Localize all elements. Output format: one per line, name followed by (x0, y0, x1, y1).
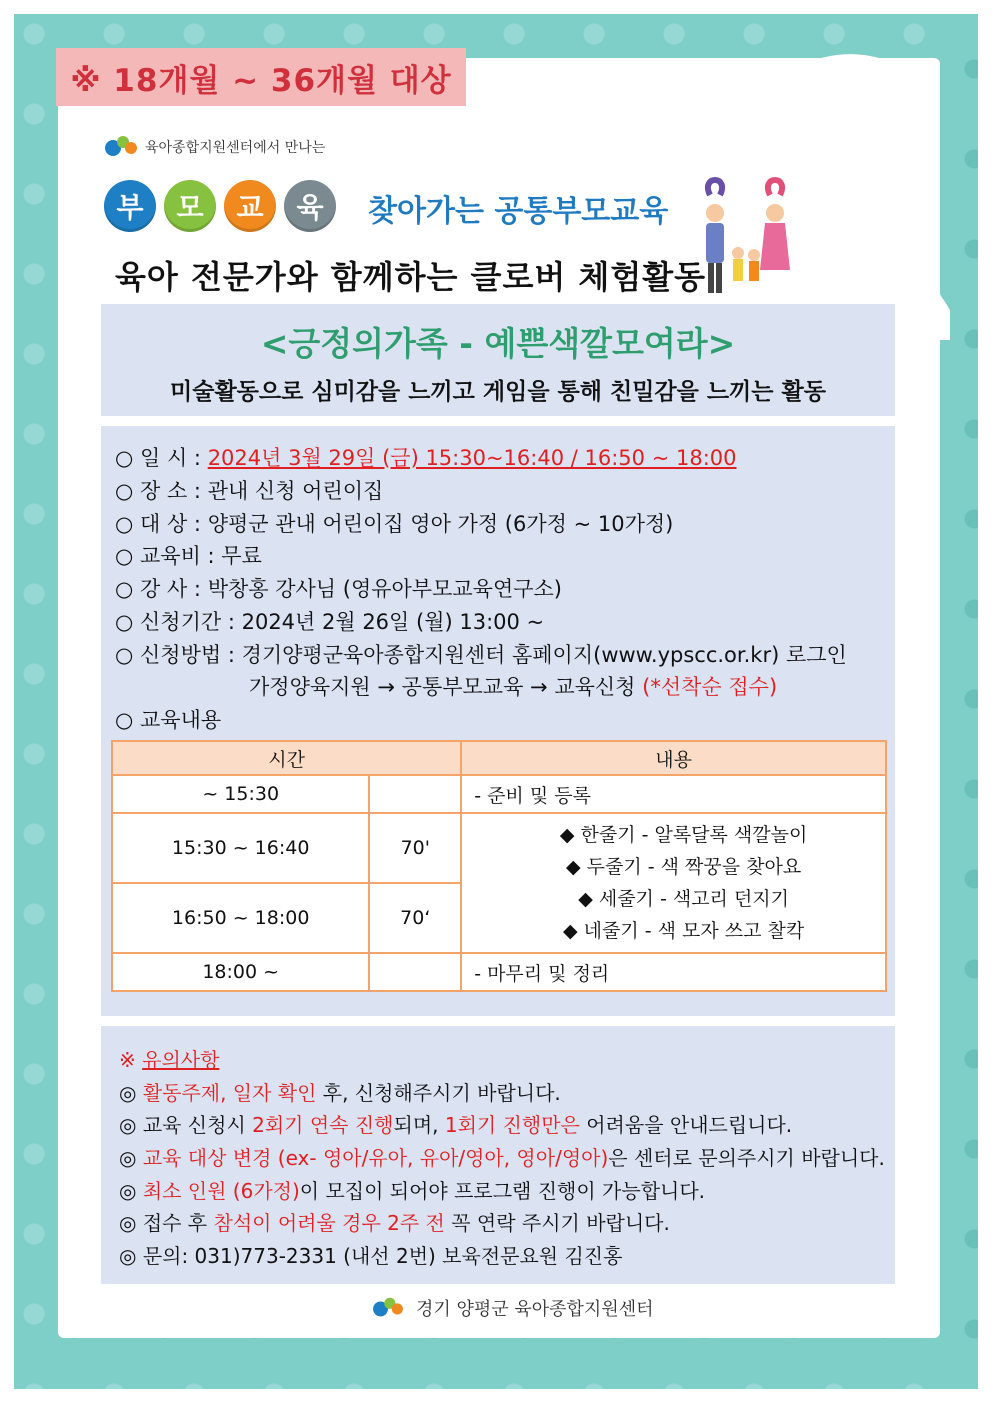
info-value: 경기양평군육아종합지원센터 홈페이지(www.ypscc.or.kr) 로그인 (241, 643, 847, 667)
footer-org-name: 경기 양평군 육아종합지원센터 (416, 1299, 654, 1320)
time-cell: 18:00 ~ (112, 953, 369, 991)
note-item (119, 1077, 561, 1106)
info-method (115, 639, 847, 669)
note-highlight: 교육 대상 변경 (ex- 영아/유아, 유아/영아, 영아/영아) (142, 1146, 609, 1170)
program-description: 미술활동으로 심미감을 느끼고 게임을 통해 친밀감을 느끼는 활동 (170, 379, 826, 405)
footer (368, 1294, 654, 1322)
note-item (119, 1207, 670, 1236)
info-fee (115, 540, 262, 570)
family-illustration (690, 175, 800, 300)
schedule-table (111, 740, 887, 992)
info-place (115, 475, 383, 505)
table-header-row (112, 741, 886, 775)
org-tagline: 육아종합지원센터에서 만나는 (145, 140, 326, 156)
info-value: 양평군 관내 어린이집 영아 가정 (6가정 ~ 10가정) (207, 512, 674, 536)
table-row (112, 953, 886, 991)
org-logo-icon (368, 1294, 408, 1322)
target-age-badge: ※ 18개월 ~ 36개월 대상 (56, 48, 466, 106)
column-header: 내용 (461, 741, 886, 775)
info-lecturer (115, 573, 562, 603)
bullet: ◎ (119, 1211, 143, 1235)
note-text: 교육 신청시 (142, 1113, 253, 1137)
note-text: 어려움을 안내드립니다. (579, 1113, 793, 1137)
parent-education-circles (104, 180, 336, 232)
note-highlight: 활동주제, 일자 확인 (142, 1081, 317, 1105)
info-value: 박창홍 강사님 (영유아부모교육연구소) (207, 577, 562, 601)
bullet: ◎ (119, 1113, 143, 1137)
note-text: 꼭 연락 주시기 바랍니다. (444, 1211, 670, 1235)
info-method-path (249, 671, 777, 701)
info-value: 2024년 2월 26일 (월) 13:00 ~ (241, 610, 545, 634)
activity-item: ◆ 두줄기 - 색 짝꿍을 찾아요 (565, 856, 802, 878)
time-cell: 15:30 ~ 16:40 (112, 813, 369, 883)
duration-cell (369, 953, 461, 991)
bullet: ◎ (119, 1146, 143, 1170)
note-item (119, 1142, 885, 1171)
info-value: 2024년 3월 29일 (금) 15:30~16:40 / 16:50 ~ 18:00 (207, 446, 737, 470)
note-highlight: 2회기 연속 진행 (252, 1113, 394, 1137)
activity-item: ◆ 한줄기 - 알록달록 색깔놀이 (559, 824, 808, 846)
info-value: 가정양육지원 → 공통부모교육 → 교육신청 (249, 675, 636, 699)
info-content-label: ○ 교육내용 (115, 708, 222, 732)
org-logo-row (103, 132, 325, 162)
info-label: ○ 교육비 : (115, 544, 215, 568)
note-text: 은 센터로 문의주시기 바랍니다. (608, 1146, 885, 1170)
org-logo-icon (103, 132, 139, 162)
circle-char: 육 (284, 180, 336, 232)
info-value: 무료 (221, 544, 262, 568)
circle-char: 교 (224, 180, 276, 232)
duration-cell (369, 775, 461, 813)
info-period (115, 606, 544, 636)
program-banner (101, 304, 895, 416)
note-highlight: 최소 인원 (6가정) (142, 1179, 300, 1203)
bullet: ◎ (119, 1244, 143, 1268)
info-label: ○ 장 소 : (115, 479, 201, 503)
note-highlight: 1회기 진행만은 (444, 1113, 580, 1137)
subtitle: 찾아가는 공통부모교육 (368, 194, 669, 229)
note-text: 이 모집이 되어야 프로그램 진행이 가능합니다. (299, 1179, 706, 1203)
note-text: 되며, (393, 1113, 445, 1137)
info-label: ○ 대 상 : (115, 512, 201, 536)
note-item (119, 1109, 792, 1138)
circle-char: 모 (164, 180, 216, 232)
note-item (119, 1175, 705, 1204)
activities-cell (461, 813, 886, 953)
info-date (115, 442, 737, 472)
notes-panel (101, 1026, 895, 1284)
time-cell: 16:50 ~ 18:00 (112, 883, 369, 953)
info-target (115, 508, 673, 538)
info-value: 관내 신청 어린이집 (207, 479, 384, 503)
note-highlight: 참석이 어려울 경우 2주 전 (213, 1211, 445, 1235)
activity-item: ◆ 세줄기 - 색고리 던지기 (578, 888, 789, 910)
time-cell: ~ 15:30 (112, 775, 369, 813)
info-label: ○ 강 사 : (115, 577, 201, 601)
bullet: ◎ (119, 1179, 143, 1203)
bullet: ◎ (119, 1081, 143, 1105)
content-cell: - 준비 및 등록 (461, 775, 886, 813)
duration-cell: 70' (369, 813, 461, 883)
table-row (112, 813, 886, 883)
first-come-note: (*선착순 접수) (642, 675, 778, 699)
contact-text: 문의: 031)773-2331 (내선 2번) 보육전문요원 김진홍 (142, 1244, 623, 1268)
notes-heading (119, 1044, 219, 1073)
info-label: ○ 일 시 : (115, 446, 201, 470)
notes-title: 유의사항 (142, 1048, 220, 1072)
activity-item: ◆ 네줄기 - 색 모자 쓰고 찰칵 (562, 920, 805, 942)
notice-mark: ※ (119, 1048, 143, 1072)
page-title: 육아 전문가와 함께하는 클로버 체험활동 (115, 258, 707, 296)
content-cell: - 마무리 및 정리 (461, 953, 886, 991)
note-item (119, 1240, 622, 1269)
info-label: ○ 신청방법 : (115, 643, 235, 667)
program-title: <긍정의가족 - 예쁜색깔모여라> (260, 324, 736, 363)
info-panel (101, 426, 895, 1016)
note-text: 접수 후 (142, 1211, 214, 1235)
note-text: 후, 신청해주시기 바랍니다. (316, 1081, 561, 1105)
info-label: ○ 신청기간 : (115, 610, 235, 634)
table-row (112, 775, 886, 813)
column-header: 시간 (112, 741, 461, 775)
circle-char: 부 (104, 180, 156, 232)
duration-cell: 70‘ (369, 883, 461, 953)
